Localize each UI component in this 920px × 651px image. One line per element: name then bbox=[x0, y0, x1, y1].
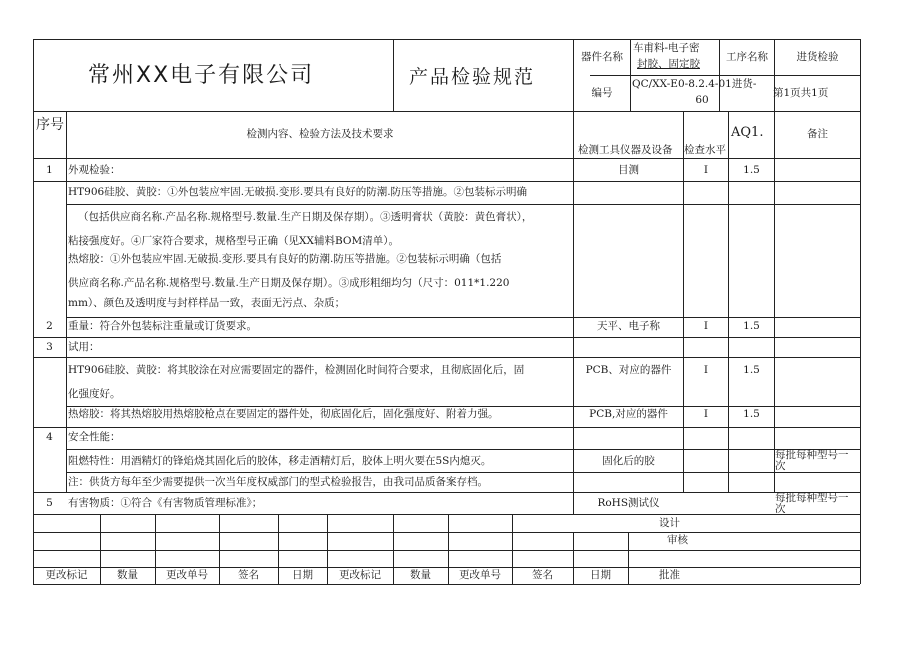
rule bbox=[33, 550, 860, 551]
row-number: 1 bbox=[46, 164, 53, 176]
aql-value: 1.5 bbox=[743, 320, 760, 332]
row-title: 安全性能： bbox=[68, 431, 121, 443]
rule bbox=[33, 337, 860, 338]
signature-header: 签名 bbox=[238, 569, 259, 581]
requirement-text: HT906硅胶、黄胶：将其胶涂在对应需要固定的器件，检测固化时间符合要求，且彻底固化后，固 bbox=[68, 364, 525, 376]
rule bbox=[33, 181, 860, 182]
rule bbox=[774, 39, 775, 111]
requirement-text: 化强度好。 bbox=[68, 388, 121, 400]
rule bbox=[33, 514, 860, 515]
rule bbox=[33, 532, 860, 533]
approve-label: 批准 bbox=[659, 569, 680, 581]
rule bbox=[33, 357, 860, 358]
change-number-header: 更改单号 bbox=[459, 569, 501, 581]
requirement-text: HT906硅胶、黄胶：①外包装应牢固.无破损.变形.要具有良好的防潮.防压等措施。②包装标示明确 bbox=[68, 186, 528, 198]
process-value: 进货检验 bbox=[796, 51, 839, 63]
process-label: 工序名称 bbox=[726, 51, 768, 63]
row-number: 5 bbox=[46, 497, 53, 509]
requirement-text: 重量：符合外包装标注重量或订货要求。 bbox=[68, 320, 257, 332]
aql-value: 1.5 bbox=[743, 408, 760, 420]
rule bbox=[66, 449, 860, 450]
row-number: 2 bbox=[46, 320, 53, 332]
requirement-text: 注：供货方每年至少需要提供一次当年度权威部门的型式检验报告，由我司品质备案存档。 bbox=[68, 476, 488, 488]
inspection-level: I bbox=[703, 164, 709, 176]
change-number-header: 更改单号 bbox=[166, 569, 208, 581]
remark-text: 每批每种型号一 bbox=[775, 492, 849, 504]
document-code: QC/XX-E0-8.2.4-01进货- bbox=[632, 78, 757, 90]
rule bbox=[628, 532, 629, 584]
rule bbox=[573, 39, 574, 111]
page-info: 第1页共1页 bbox=[773, 87, 829, 99]
aql-value: 1.5 bbox=[743, 364, 760, 376]
column-tools-header: 检测工具仪器及设备 bbox=[578, 144, 673, 156]
remark-text: 次 bbox=[775, 503, 786, 513]
requirement-text: mm）、颜色及透明度与封样样品一致，表面无污点、杂质； bbox=[68, 297, 346, 309]
inspection-level: I bbox=[703, 364, 709, 376]
aql-value: 1.5 bbox=[743, 164, 760, 176]
code-label: 编号 bbox=[591, 87, 613, 99]
inspection-tool: PCB,对应的器件 bbox=[589, 408, 668, 420]
rule bbox=[66, 406, 860, 407]
rule bbox=[33, 158, 860, 159]
requirement-text: 热熔胶：将其热熔胶用热熔胶枪点在要固定的器件处，彻底固化后，固化强度好、附着力强。 bbox=[68, 408, 499, 420]
change-mark-header: 更改标记 bbox=[339, 569, 381, 581]
rule bbox=[33, 111, 860, 112]
document-code: 60 bbox=[695, 94, 709, 106]
row-number: 4 bbox=[46, 431, 53, 443]
column-level-header: 检查水平 bbox=[684, 144, 726, 156]
requirement-text: 有害物质：①符合《有害物质管理标准》； bbox=[68, 497, 263, 509]
rule bbox=[393, 39, 394, 111]
column-aql-header: AQ1. bbox=[731, 125, 764, 140]
rule bbox=[33, 39, 860, 40]
date-header: 日期 bbox=[292, 569, 313, 581]
part-name-value: 车甫料-电子密 bbox=[633, 42, 700, 54]
inspection-tool: RoHS测试仪 bbox=[597, 497, 660, 509]
inspection-level: I bbox=[703, 320, 709, 332]
document-title: 产品检验规范 bbox=[409, 66, 536, 88]
requirement-text: 粘接强度好。④厂家符合要求，规格型号正确（见XX辅料BOM清单）。 bbox=[68, 235, 399, 247]
rule bbox=[33, 492, 860, 493]
company-name: 常州XX电子有限公司 bbox=[88, 63, 315, 88]
rule bbox=[66, 204, 860, 205]
part-name-label: 器件名称 bbox=[581, 51, 623, 63]
requirement-text: 供应商名称.产品名称.规格型号.数量.生产日期及保存期）。③成形粗细均匀（尺寸：011*1.220 bbox=[68, 277, 510, 289]
review-label: 审核 bbox=[667, 534, 688, 546]
remark-text: 每批每种型号一 bbox=[775, 449, 849, 461]
remark-text: 次 bbox=[775, 460, 786, 471]
signature-header: 签名 bbox=[532, 569, 553, 581]
row-title: 试用： bbox=[68, 341, 100, 353]
rule bbox=[33, 584, 860, 585]
row-title: 外观检验： bbox=[68, 164, 121, 176]
column-content-header: 检测内容、检验方法及技术要求 bbox=[246, 128, 394, 140]
rule bbox=[33, 567, 860, 568]
inspection-level: I bbox=[703, 408, 709, 420]
requirement-text: 热熔胶：①外包装应牢固.无破损.变形.要具有良好的防潮.防压等措施。②包装标示明确（包括 bbox=[68, 253, 502, 265]
row-number: 3 bbox=[46, 341, 53, 353]
rule bbox=[774, 111, 775, 492]
rule bbox=[33, 427, 860, 428]
inspection-tool: 固化后的胶 bbox=[602, 455, 655, 467]
quantity-header: 数量 bbox=[117, 569, 138, 581]
inspection-tool: 目测 bbox=[618, 164, 639, 176]
column-seq-header: 序号 bbox=[36, 117, 64, 133]
change-mark-header: 更改标记 bbox=[45, 569, 88, 581]
rule bbox=[66, 317, 860, 318]
inspection-tool: 天平、电子称 bbox=[597, 320, 660, 332]
requirement-text: 阻燃特性：用酒精灯的锋焰烧其固化后的胶体，移走酒精灯后，胶体上明火要在5S内熄灭。 bbox=[68, 455, 492, 467]
inspection-tool: PCB、对应的器件 bbox=[585, 364, 672, 376]
part-name-value: 封胶、固定胶 bbox=[637, 58, 700, 70]
quantity-header: 数量 bbox=[410, 569, 431, 581]
rule bbox=[66, 472, 860, 473]
requirement-text: （包括供应商名称.产品名称.规格型号.数量.生产日期及保存期）。③透明膏状（黄胶：黄色膏状）， bbox=[78, 211, 533, 223]
design-label: 设计 bbox=[659, 517, 680, 529]
column-remark-header: 备注 bbox=[807, 128, 828, 140]
rule bbox=[66, 111, 67, 492]
rule bbox=[860, 39, 861, 584]
date-header: 日期 bbox=[590, 569, 611, 581]
